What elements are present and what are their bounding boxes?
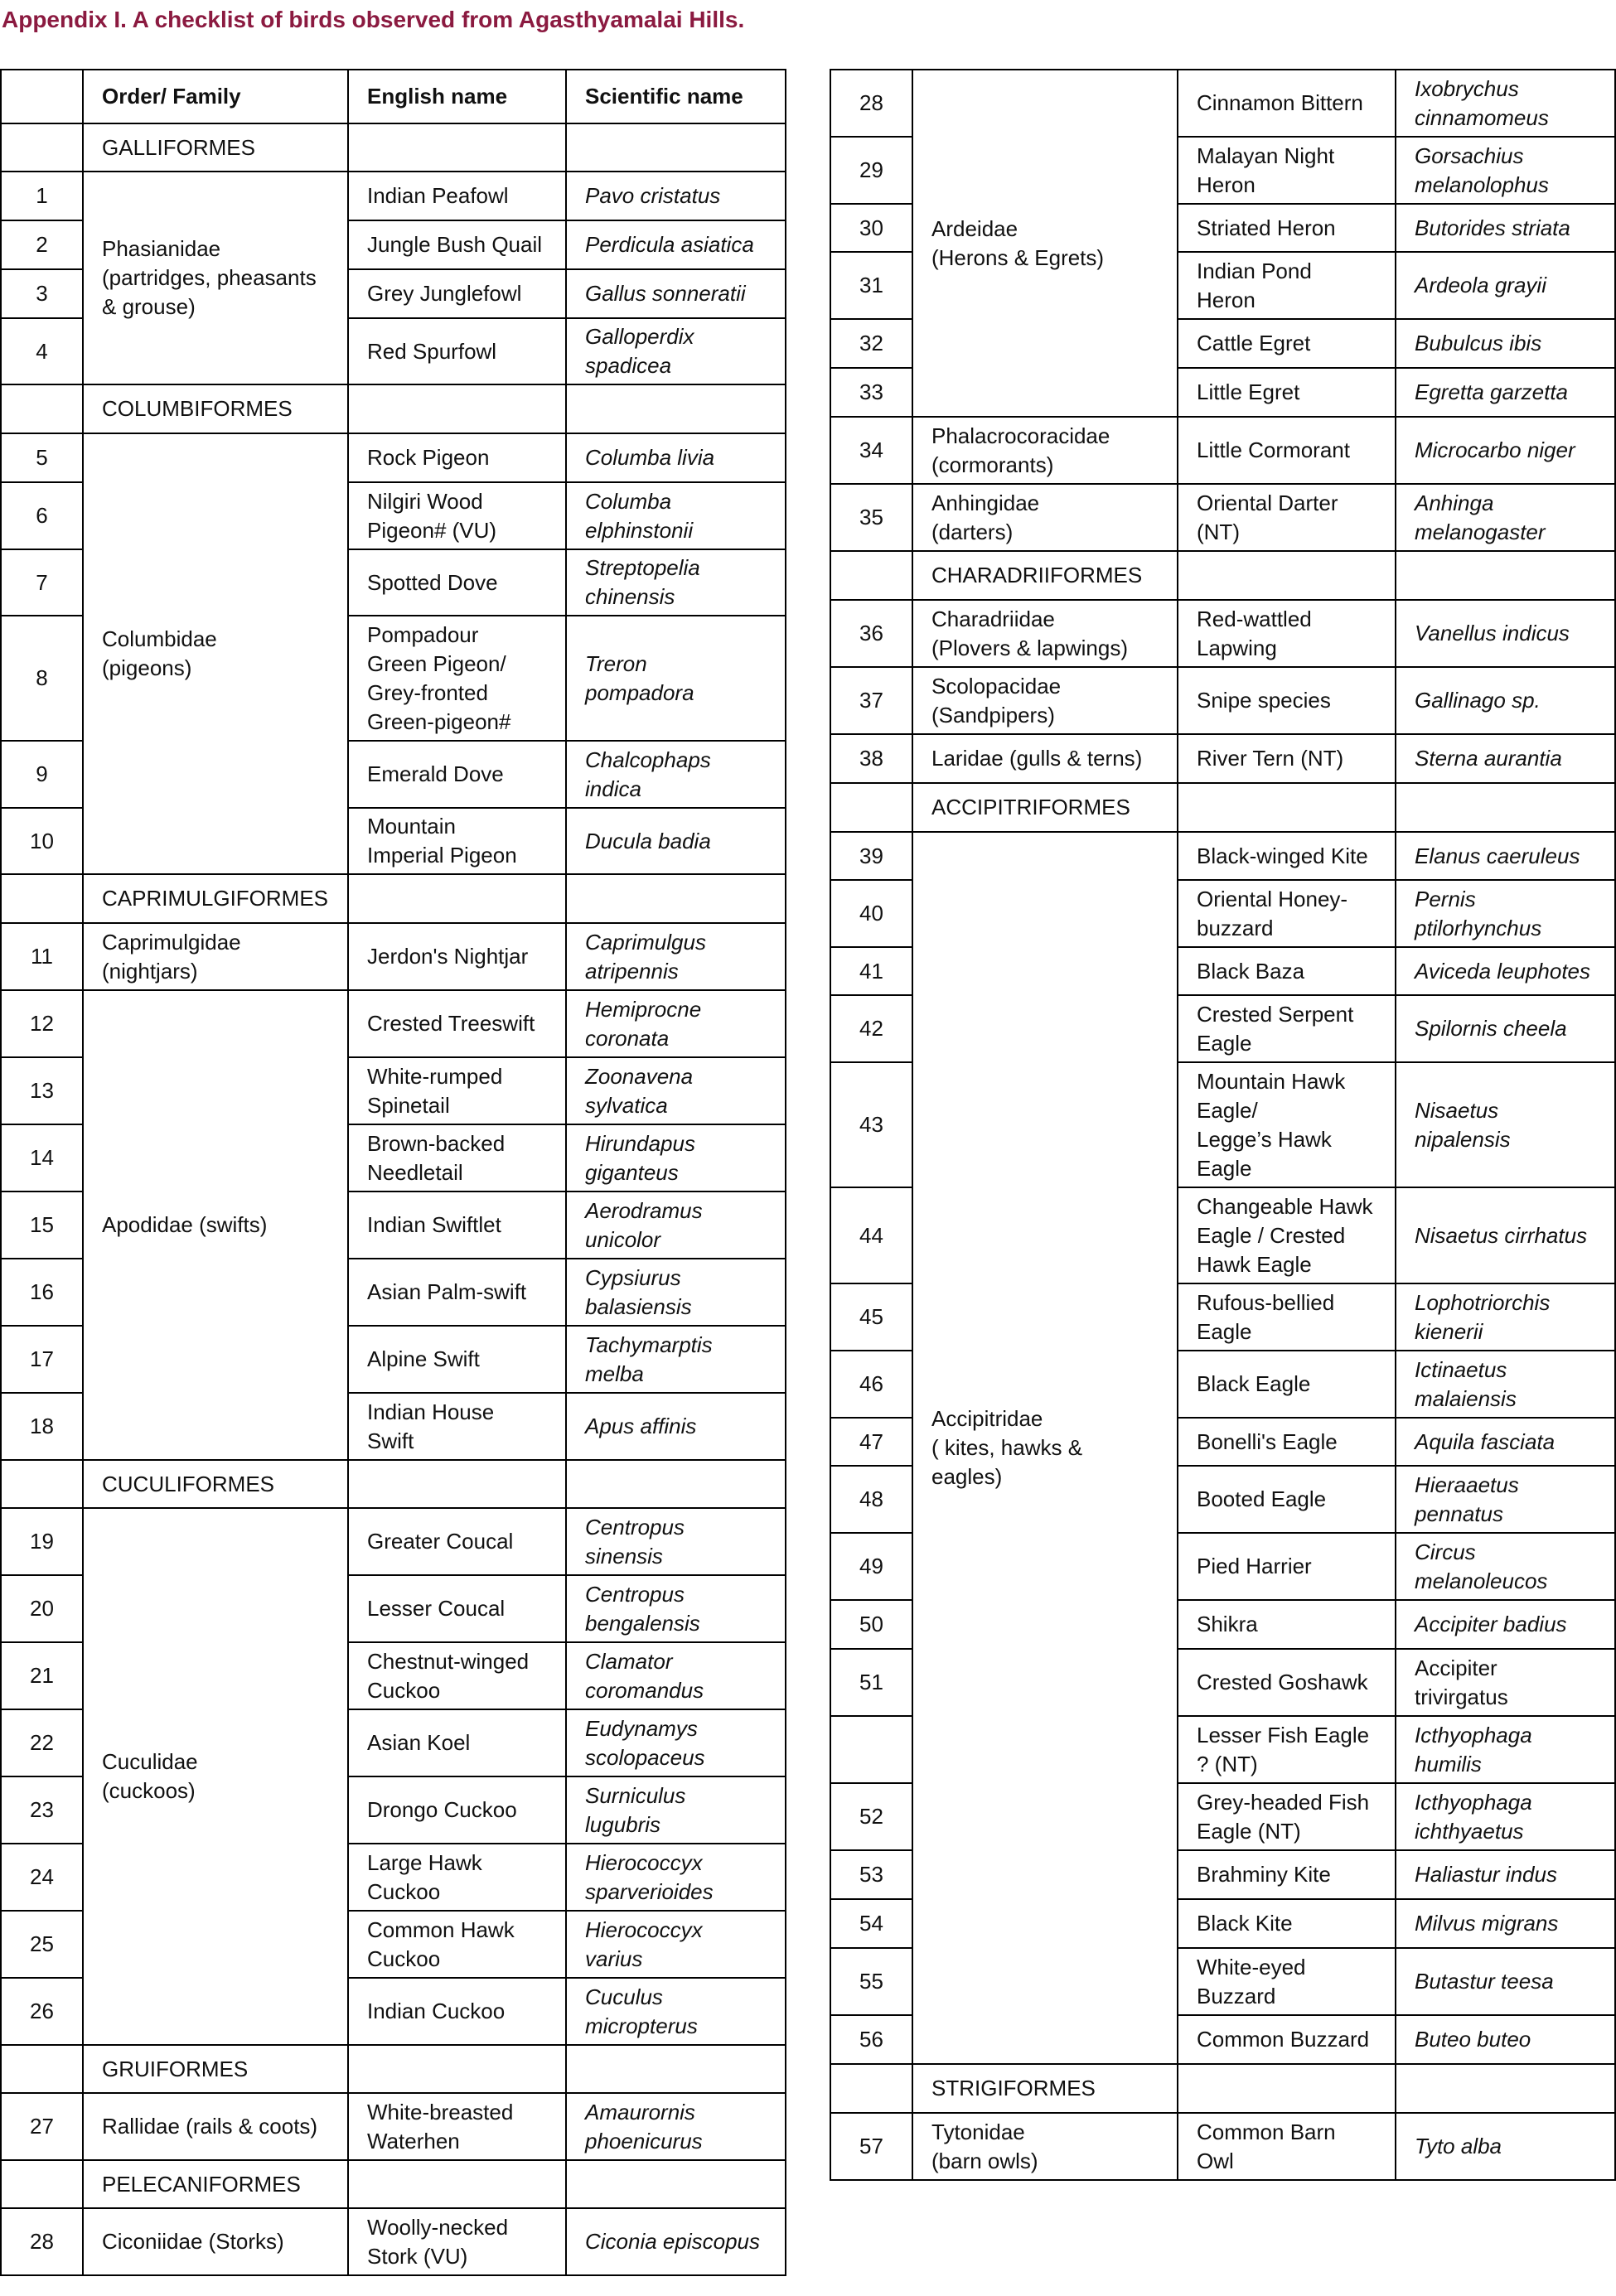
scientific-name: Hierococcyx varius (566, 1911, 786, 1978)
bird-number: 31 (830, 252, 912, 319)
bird-number: 20 (1, 1575, 83, 1642)
scientific-name: Nisaetus nipalensis (1396, 1062, 1615, 1187)
bird-number: 23 (1, 1776, 83, 1844)
bird-number: 36 (830, 600, 912, 667)
order-english-empty (348, 874, 566, 923)
order-name: ACCIPITRIFORMES (912, 783, 1178, 832)
english-name: Booted Eagle (1178, 1466, 1396, 1533)
order-scientific-empty (566, 874, 786, 923)
english-name: Cinnamon Bittern (1178, 70, 1396, 137)
bird-number: 42 (830, 995, 912, 1062)
bird-number: 10 (1, 808, 83, 874)
english-name: White-rumped Spinetail (348, 1057, 566, 1124)
bird-number: 52 (830, 1783, 912, 1850)
bird-row (1, 990, 786, 1057)
scientific-name: Vanellus indicus (1396, 600, 1615, 667)
order-number-cell (1, 2160, 83, 2208)
english-name: Common Buzzard (1178, 2015, 1396, 2064)
scientific-name: Zoonavena sylvatica (566, 1057, 786, 1124)
order-number-cell (830, 783, 912, 832)
scientific-name: Cuculus micropterus (566, 1978, 786, 2045)
english-name: Woolly-necked Stork (VU) (348, 2208, 566, 2275)
order-row (830, 783, 1615, 832)
english-name: Pompadour Green Pigeon/ Grey-fronted Green-pigeon# (348, 616, 566, 741)
bird-number: 32 (830, 319, 912, 368)
bird-number (830, 1716, 912, 1783)
english-name: Little Cormorant (1178, 417, 1396, 484)
english-name: Shikra (1178, 1600, 1396, 1649)
bird-number: 1 (1, 172, 83, 220)
bird-number: 26 (1, 1978, 83, 2045)
english-name: Indian Peafowl (348, 172, 566, 220)
english-name: Little Egret (1178, 368, 1396, 417)
bird-row (1, 2208, 786, 2275)
english-name: Nilgiri Wood Pigeon# (VU) (348, 482, 566, 549)
scientific-name: Egretta garzetta (1396, 368, 1615, 417)
order-number-cell (1, 874, 83, 923)
bird-number: 57 (830, 2113, 912, 2180)
bird-number: 56 (830, 2015, 912, 2064)
english-name: Spotted Dove (348, 549, 566, 616)
bird-checklist-table-right (830, 69, 1616, 2181)
order-row (1, 2160, 786, 2208)
bird-number: 4 (1, 318, 83, 384)
english-name: Indian House Swift (348, 1393, 566, 1460)
english-name: Common Barn Owl (1178, 2113, 1396, 2180)
bird-number: 9 (1, 741, 83, 808)
bird-number: 48 (830, 1466, 912, 1533)
english-name: Black Eagle (1178, 1351, 1396, 1418)
order-scientific-empty (1396, 2064, 1615, 2113)
bird-row (1, 433, 786, 482)
bird-number: 21 (1, 1642, 83, 1709)
english-name: Rufous-bellied Eagle (1178, 1283, 1396, 1351)
bird-number: 15 (1, 1192, 83, 1259)
bird-number: 11 (1, 923, 83, 990)
scientific-name: Lophotriorchis kienerii (1396, 1283, 1615, 1351)
order-name: CAPRIMULGIFORMES (83, 874, 348, 923)
english-name: Asian Palm-swift (348, 1259, 566, 1326)
scientific-name: Pavo cristatus (566, 172, 786, 220)
english-name: Black Baza (1178, 947, 1396, 995)
scientific-name: Surniculus lugubris (566, 1776, 786, 1844)
english-name: Snipe species (1178, 667, 1396, 734)
scientific-name: Ardeola grayii (1396, 252, 1615, 319)
order-name: COLUMBIFORMES (83, 384, 348, 433)
order-english-empty (348, 123, 566, 172)
order-scientific-empty (566, 2160, 786, 2208)
english-name: Jungle Bush Quail (348, 220, 566, 269)
scientific-name: Bubulcus ibis (1396, 319, 1615, 368)
bird-row (830, 667, 1615, 734)
order-name: CUCULIFORMES (83, 1460, 348, 1508)
order-english-empty (1178, 783, 1396, 832)
bird-row (830, 600, 1615, 667)
order-row (830, 551, 1615, 600)
family-name: Scolopacidae (Sandpipers) (912, 667, 1178, 734)
scientific-name: Icthyophaga ichthyaetus (1396, 1783, 1615, 1850)
bird-number: 41 (830, 947, 912, 995)
scientific-name: Aviceda leuphotes (1396, 947, 1615, 995)
english-name: Red Spurfowl (348, 318, 566, 384)
english-name: Drongo Cuckoo (348, 1776, 566, 1844)
scientific-name: Buteo buteo (1396, 2015, 1615, 2064)
scientific-name: Amaurornis phoenicurus (566, 2093, 786, 2160)
english-name: Large Hawk Cuckoo (348, 1844, 566, 1911)
family-name: Tytonidae (barn owls) (912, 2113, 1178, 2180)
scientific-name: Pernis ptilorhynchus (1396, 880, 1615, 947)
bird-number: 38 (830, 734, 912, 783)
bird-number: 45 (830, 1283, 912, 1351)
scientific-name: Hemiprocne coronata (566, 990, 786, 1057)
bird-number: 6 (1, 482, 83, 549)
english-name: Indian Pond Heron (1178, 252, 1396, 319)
english-name: Malayan Night Heron (1178, 137, 1396, 204)
english-name: Asian Koel (348, 1709, 566, 1776)
header-number-cell (1, 70, 83, 123)
bird-number: 12 (1, 990, 83, 1057)
english-name: Crested Treeswift (348, 990, 566, 1057)
scientific-name: Cypsiurus balasiensis (566, 1259, 786, 1326)
scientific-name: Caprimulgus atripennis (566, 923, 786, 990)
order-number-cell (1, 384, 83, 433)
bird-number: 13 (1, 1057, 83, 1124)
scientific-name: Hierococcyx sparverioides (566, 1844, 786, 1911)
english-name: Bonelli's Eagle (1178, 1418, 1396, 1466)
scientific-name: Columba elphinstonii (566, 482, 786, 549)
english-name: Oriental Darter (NT) (1178, 484, 1396, 551)
scientific-name: Gallus sonneratii (566, 269, 786, 318)
scientific-name: Gorsachius melanolophus (1396, 137, 1615, 204)
bird-number: 24 (1, 1844, 83, 1911)
bird-row (1, 172, 786, 220)
english-name: Emerald Dove (348, 741, 566, 808)
english-name: Lesser Coucal (348, 1575, 566, 1642)
bird-row (830, 70, 1615, 137)
bird-row (830, 417, 1615, 484)
family-name: Phasianidae (partridges, pheasants & grouse) (83, 172, 348, 384)
scientific-name: Chalcophaps indica (566, 741, 786, 808)
scientific-name: Sterna aurantia (1396, 734, 1615, 783)
order-name: CHARADRIIFORMES (912, 551, 1178, 600)
bird-number: 35 (830, 484, 912, 551)
order-number-cell (1, 123, 83, 172)
scientific-name: Circus melanoleucos (1396, 1533, 1615, 1600)
scientific-name: Hieraaetus pennatus (1396, 1466, 1615, 1533)
order-number-cell (830, 551, 912, 600)
order-scientific-empty (566, 123, 786, 172)
order-name: GALLIFORMES (83, 123, 348, 172)
bird-number: 49 (830, 1533, 912, 1600)
scientific-name: Accipiter badius (1396, 1600, 1615, 1649)
bird-number: 7 (1, 549, 83, 616)
scientific-name: Icthyophaga humilis (1396, 1716, 1615, 1783)
family-name: Phalacrocoracidae (cormorants) (912, 417, 1178, 484)
scientific-name: Ixobrychus cinnamomeus (1396, 70, 1615, 137)
scientific-name: Hirundapus giganteus (566, 1124, 786, 1192)
scientific-name: Columba livia (566, 433, 786, 482)
english-name: Pied Harrier (1178, 1533, 1396, 1600)
bird-number: 19 (1, 1508, 83, 1575)
scientific-name: Clamator coromandus (566, 1642, 786, 1709)
english-name: Rock Pigeon (348, 433, 566, 482)
bird-number: 40 (830, 880, 912, 947)
order-number-cell (1, 2045, 83, 2093)
english-name: White-eyed Buzzard (1178, 1948, 1396, 2015)
order-english-empty (1178, 2064, 1396, 2113)
bird-row (1, 1508, 786, 1575)
bird-number: 14 (1, 1124, 83, 1192)
scientific-name: Aquila fasciata (1396, 1418, 1615, 1466)
bird-number: 27 (1, 2093, 83, 2160)
bird-number: 16 (1, 1259, 83, 1326)
scientific-name: Microcarbo niger (1396, 417, 1615, 484)
page-title: Appendix I. A checklist of birds observed from Agasthyamalai Hills. (2, 7, 745, 32)
bird-number: 5 (1, 433, 83, 482)
scientific-name: Anhinga melanogaster (1396, 484, 1615, 551)
bird-number: 44 (830, 1187, 912, 1283)
english-name: Alpine Swift (348, 1326, 566, 1393)
header-scientific-name: Scientific name (566, 70, 786, 123)
english-name: Crested Serpent Eagle (1178, 995, 1396, 1062)
scientific-name: Tachymarptis melba (566, 1326, 786, 1393)
bird-number: 54 (830, 1899, 912, 1948)
scientific-name: Tyto alba (1396, 2113, 1615, 2180)
bird-row (1, 2093, 786, 2160)
bird-number: 55 (830, 1948, 912, 2015)
order-english-empty (348, 1460, 566, 1508)
bird-number: 28 (1, 2208, 83, 2275)
bird-number: 51 (830, 1649, 912, 1716)
bird-number: 46 (830, 1351, 912, 1418)
order-number-cell (830, 2064, 912, 2113)
scientific-name: Ictinaetus malaiensis (1396, 1351, 1615, 1418)
scientific-name: Milvus migrans (1396, 1899, 1615, 1948)
family-name: Ardeidae (Herons & Egrets) (912, 70, 1178, 417)
order-english-empty (348, 2160, 566, 2208)
english-name: Greater Coucal (348, 1508, 566, 1575)
scientific-name: Apus affinis (566, 1393, 786, 1460)
bird-number: 34 (830, 417, 912, 484)
family-name: Cuculidae (cuckoos) (83, 1508, 348, 2045)
english-name: Black Kite (1178, 1899, 1396, 1948)
order-scientific-empty (1396, 551, 1615, 600)
bird-number: 2 (1, 220, 83, 269)
english-name: Brahminy Kite (1178, 1850, 1396, 1899)
bird-row (830, 734, 1615, 783)
english-name: Grey Junglefowl (348, 269, 566, 318)
bird-number: 3 (1, 269, 83, 318)
family-name: Charadriidae (Plovers & lapwings) (912, 600, 1178, 667)
english-name: Indian Swiftlet (348, 1192, 566, 1259)
scientific-name: Ciconia episcopus (566, 2208, 786, 2275)
bird-number: 47 (830, 1418, 912, 1466)
bird-number: 37 (830, 667, 912, 734)
order-english-empty (348, 2045, 566, 2093)
scientific-name: Elanus caeruleus (1396, 832, 1615, 880)
bird-row (830, 2113, 1615, 2180)
family-name: Apodidae (swifts) (83, 990, 348, 1460)
english-name: Red-wattled Lapwing (1178, 600, 1396, 667)
order-scientific-empty (1396, 783, 1615, 832)
bird-number: 53 (830, 1850, 912, 1899)
scientific-name: Haliastur indus (1396, 1850, 1615, 1899)
bird-row (830, 484, 1615, 551)
english-name: Cattle Egret (1178, 319, 1396, 368)
english-name: Jerdon's Nightjar (348, 923, 566, 990)
order-english-empty (348, 384, 566, 433)
order-row (1, 2045, 786, 2093)
header-order-family: Order/ Family (83, 70, 348, 123)
family-name: Anhingidae (darters) (912, 484, 1178, 551)
english-name: Changeable Hawk Eagle / Crested Hawk Eagle (1178, 1187, 1396, 1283)
scientific-name: Eudynamys scolopaceus (566, 1709, 786, 1776)
english-name: Grey-headed Fish Eagle (NT) (1178, 1783, 1396, 1850)
family-name: Accipitridae ( kites, hawks & eagles) (912, 832, 1178, 2064)
bird-row (830, 832, 1615, 880)
english-name: White-breasted Waterhen (348, 2093, 566, 2160)
bird-number: 39 (830, 832, 912, 880)
bird-number: 18 (1, 1393, 83, 1460)
scientific-name: Accipiter trivirgatus (1396, 1649, 1615, 1716)
english-name: Black-winged Kite (1178, 832, 1396, 880)
scientific-name: Ducula badia (566, 808, 786, 874)
scientific-name: Spilornis cheela (1396, 995, 1615, 1062)
order-row (1, 1460, 786, 1508)
english-name: Lesser Fish Eagle ? (NT) (1178, 1716, 1396, 1783)
table-header-row (1, 70, 786, 123)
bird-number: 8 (1, 616, 83, 741)
family-name: Rallidae (rails & coots) (83, 2093, 348, 2160)
bird-number: 28 (830, 70, 912, 137)
english-name: River Tern (NT) (1178, 734, 1396, 783)
bird-number: 50 (830, 1600, 912, 1649)
order-name: PELECANIFORMES (83, 2160, 348, 2208)
english-name: Mountain Hawk Eagle/ Legge’s Hawk Eagle (1178, 1062, 1396, 1187)
order-scientific-empty (566, 2045, 786, 2093)
scientific-name: Streptopelia chinensis (566, 549, 786, 616)
order-row (1, 874, 786, 923)
bird-row (1, 923, 786, 990)
bird-number: 43 (830, 1062, 912, 1187)
bird-number: 22 (1, 1709, 83, 1776)
order-scientific-empty (566, 384, 786, 433)
english-name: Mountain Imperial Pigeon (348, 808, 566, 874)
family-name: Ciconiidae (Storks) (83, 2208, 348, 2275)
order-row (1, 123, 786, 172)
english-name: Striated Heron (1178, 204, 1396, 252)
order-name: STRIGIFORMES (912, 2064, 1178, 2113)
scientific-name: Nisaetus cirrhatus (1396, 1187, 1615, 1283)
order-name: GRUIFORMES (83, 2045, 348, 2093)
bird-number: 29 (830, 137, 912, 204)
family-name: Columbidae (pigeons) (83, 433, 348, 874)
scientific-name: Butorides striata (1396, 204, 1615, 252)
order-row (1, 384, 786, 433)
english-name: Chestnut-winged Cuckoo (348, 1642, 566, 1709)
english-name: Common Hawk Cuckoo (348, 1911, 566, 1978)
bird-number: 17 (1, 1326, 83, 1393)
header-english-name: English name (348, 70, 566, 123)
order-english-empty (1178, 551, 1396, 600)
bird-checklist-table-left (0, 69, 786, 2276)
english-name: Indian Cuckoo (348, 1978, 566, 2045)
english-name: Brown-backed Needletail (348, 1124, 566, 1192)
english-name: Oriental Honey- buzzard (1178, 880, 1396, 947)
scientific-name: Aerodramus unicolor (566, 1192, 786, 1259)
scientific-name: Centropus sinensis (566, 1508, 786, 1575)
english-name: Crested Goshawk (1178, 1649, 1396, 1716)
order-row (830, 2064, 1615, 2113)
bird-number: 25 (1, 1911, 83, 1978)
family-name: Laridae (gulls & terns) (912, 734, 1178, 783)
family-name: Caprimulgidae (nightjars) (83, 923, 348, 990)
bird-number: 33 (830, 368, 912, 417)
order-scientific-empty (566, 1460, 786, 1508)
scientific-name: Galloperdix spadicea (566, 318, 786, 384)
bird-number: 30 (830, 204, 912, 252)
scientific-name: Centropus bengalensis (566, 1575, 786, 1642)
order-number-cell (1, 1460, 83, 1508)
scientific-name: Butastur teesa (1396, 1948, 1615, 2015)
scientific-name: Gallinago sp. (1396, 667, 1615, 734)
scientific-name: Treron pompadora (566, 616, 786, 741)
scientific-name: Perdicula asiatica (566, 220, 786, 269)
